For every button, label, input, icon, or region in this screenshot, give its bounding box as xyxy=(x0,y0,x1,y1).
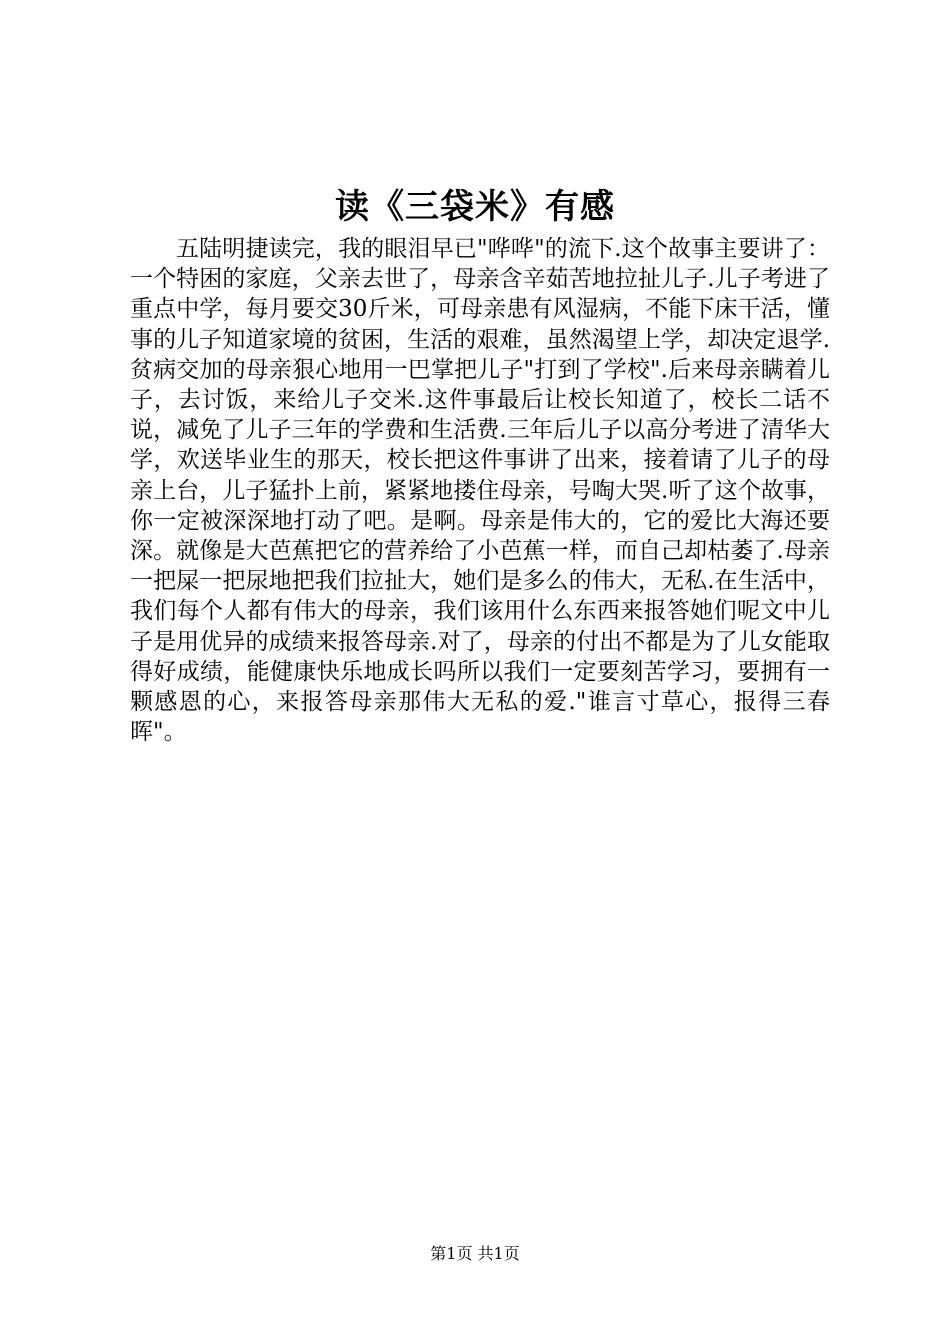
body-paragraph: 五陆明捷读完，我的眼泪早已"哗哗"的流下.这个故事主要讲了：一个特困的家庭，父亲去世了，母亲含辛茹苦地拉扯儿子.儿子考进了重点中学，每月要交30斤米，可母亲患有风湿病，不能下床干活，懂事的儿子知道家境的贫困，生活的艰难，虽然渴望上学，却决定退学.贫病交加的母亲狠心地用一巴掌把儿子"打到了学校".后来母亲瞒着儿子，去讨饭，来给儿子交米.这件事最后让校长知道了，校长二话不说，减免了儿子三年的学费和生活费.三年后儿子以高分考进了清华大学，欢送毕业生的那天，校长把这件事讲了出来，接着请了儿子的母亲上台，儿子猛扑上前，紧紧地搂住母亲，号啕大哭.听了这个故事，你一定被深深地打动了吧。是啊。母亲是伟大的，它的爱比大海还要深。就像是大芭蕉把它的营养给了小芭蕉一样，而自己却枯萎了.母亲一把屎一把尿地把我们拉扯大，她们是多么的伟大，无私.在生活中，我们每个人都有伟大的母亲，我们该用什么东西来报答她们呢文中儿子是用优异的成绩来报答母亲.对了，母亲的付出不都是为了儿女能取得好成绩，能健康快乐地成长吗所以我们一定要刻苦学习，要拥有一颗感恩的心，来报答母亲那伟大无私的爱."谁言寸草心，报得三春晖"。 xyxy=(130,236,830,746)
document-title: 读《三袋米》有感 xyxy=(335,187,615,227)
page-footer: 第1页 共1页 xyxy=(430,1244,520,1263)
